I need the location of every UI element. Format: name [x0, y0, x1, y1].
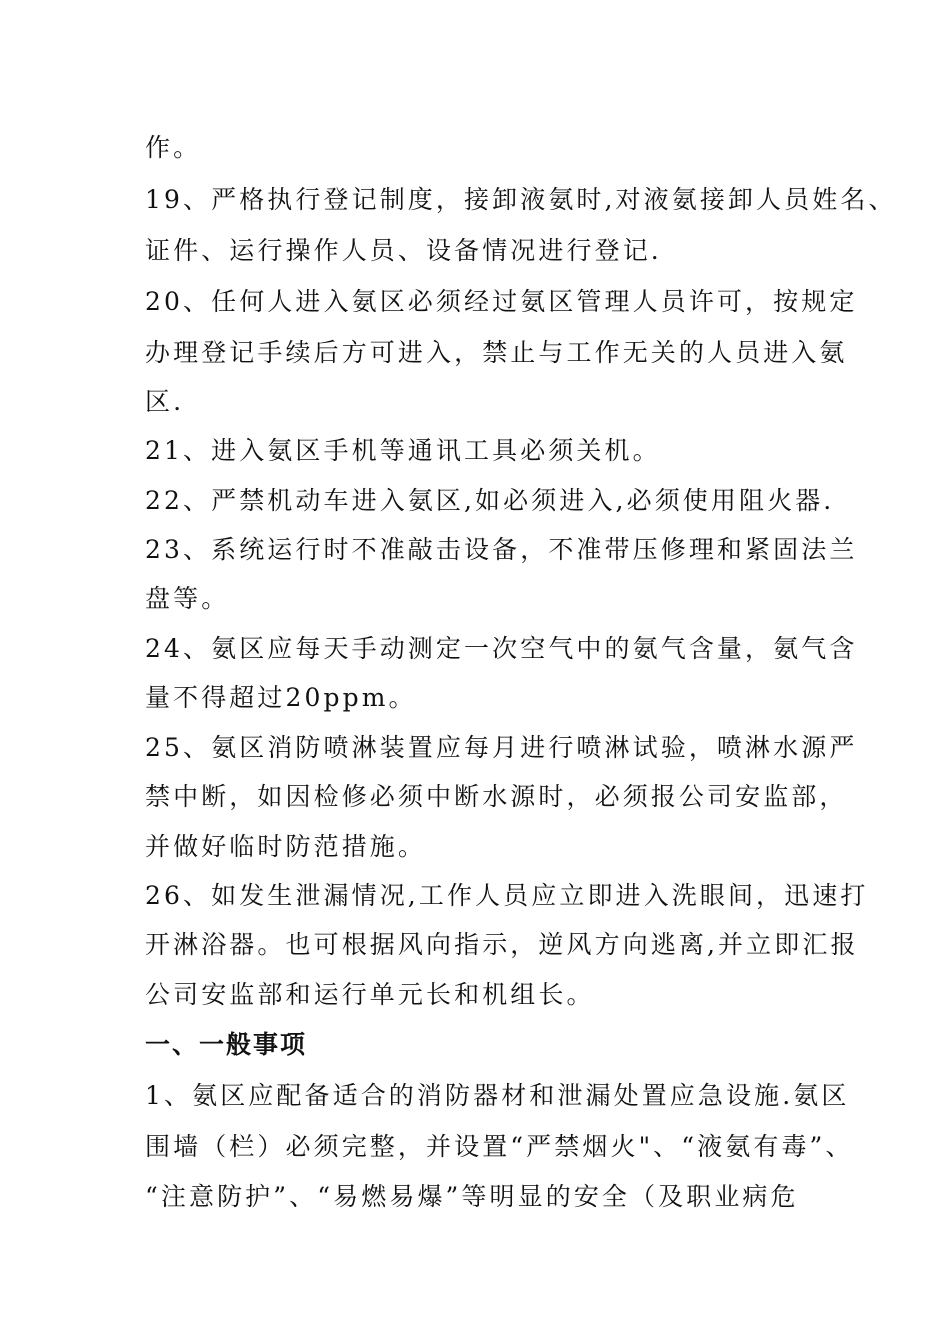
text-line: 22、严禁机动车进入氨区,如必须进入,必须使用阻火器. — [145, 486, 835, 515]
text-line: 24、氨区应每天手动测定一次空气中的氨气含量，氨气含 — [145, 634, 858, 663]
text-line: 20、任何人进入氨区必须经过氨区管理人员许可，按规定 — [145, 287, 858, 316]
text-line: 作。 — [145, 133, 202, 162]
text-line: 23、系统运行时不准敲击设备，不准带压修理和紧固法兰 — [145, 535, 858, 564]
text-line: 26、如发生泄漏情况,工作人员应立即进入洗眼间，迅速打 — [145, 881, 869, 910]
text-line: 并做好临时防范措施。 — [145, 832, 427, 861]
text-line: 量不得超过20ppm。 — [145, 683, 417, 712]
text-line: 证件、运行操作人员、设备情况进行登记. — [145, 236, 662, 265]
text-line: 禁中断，如因检修必须中断水源时，必须报公司安监部， — [145, 782, 848, 811]
text-line: 19、严格执行登记制度，接卸液氨时,对液氨接卸人员姓名、 — [145, 185, 897, 214]
text-line: 围墙（栏）必须完整，并设置“严禁烟火"、“液氨有毒”、 — [145, 1132, 854, 1161]
text-line: 21、进入氨区手机等通讯工具必须关机。 — [145, 436, 661, 465]
text-line: 开淋浴器。也可根据风向指示，逆风方向逃离,并立即汇报 — [145, 930, 859, 959]
text-line: 公司安监部和运行单元长和机组长。 — [145, 980, 595, 1009]
text-line: 区. — [145, 387, 185, 416]
text-line: “注意防护”、“易燃易爆”等明显的安全（及职业病危 — [145, 1182, 799, 1211]
text-line: 盘等。 — [145, 584, 230, 613]
text-line: 1、氨区应配备适合的消防器材和泄漏处置应急设施.氨区 — [145, 1081, 850, 1110]
text-line: 办理登记手续后方可进入，禁止与工作无关的人员进入氨 — [145, 338, 848, 367]
section-heading: 一、一般事项 — [145, 1030, 308, 1059]
text-line: 25、氨区消防喷淋装置应每月进行喷淋试验，喷淋水源严 — [145, 733, 858, 762]
